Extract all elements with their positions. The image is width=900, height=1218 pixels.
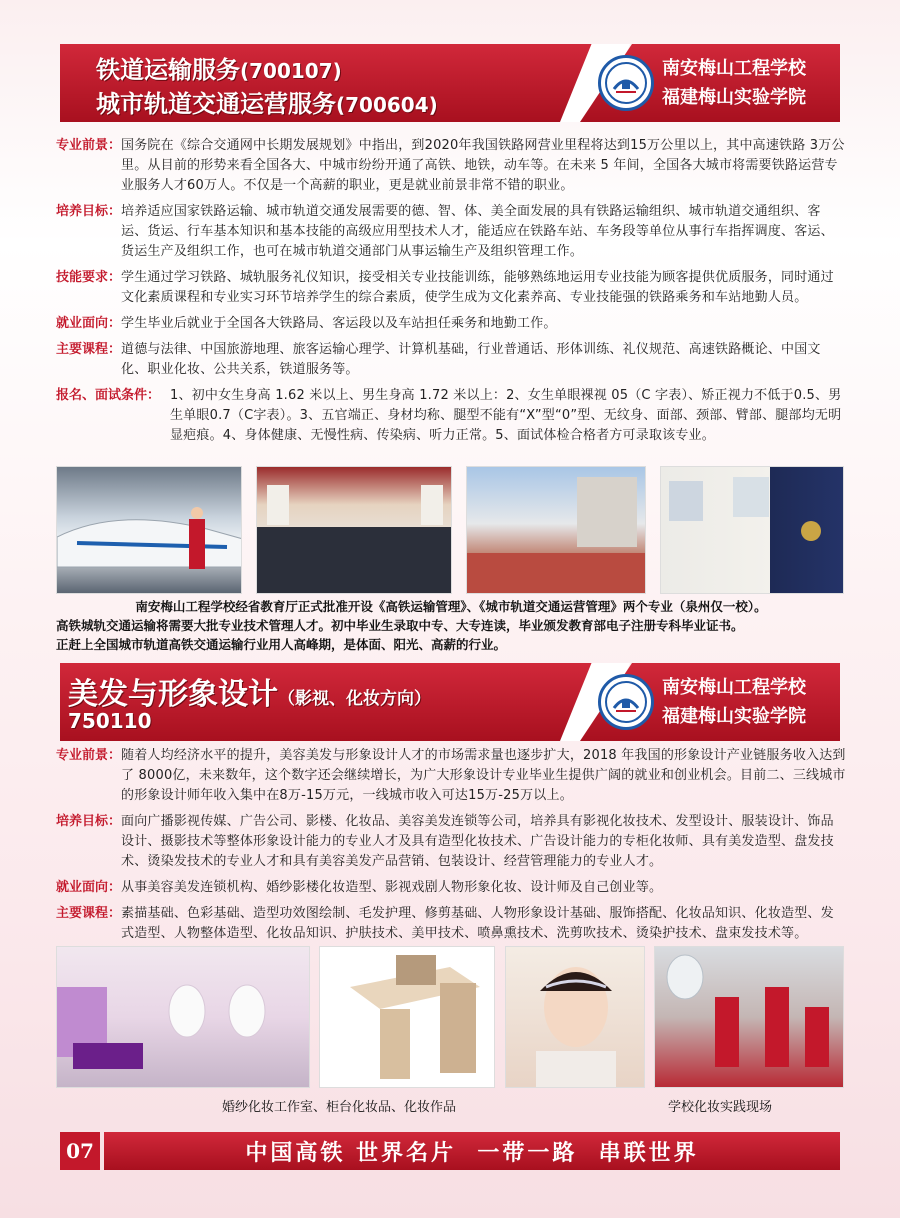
section2-banner <box>60 663 840 741</box>
section2-row-goal <box>56 812 846 872</box>
row-label: 专业前景： <box>56 138 122 153</box>
section2-body <box>56 746 846 950</box>
makeup-practice-photo <box>654 946 844 1088</box>
section2-photos <box>56 946 844 1088</box>
row-label: 专业前景： <box>56 748 122 763</box>
row-label: 主要课程： <box>56 342 122 357</box>
section2-caption-right: 学校化妆实践现场 <box>668 1100 773 1115</box>
makeup-work-photo <box>505 946 645 1088</box>
school-logo-icon <box>598 674 654 730</box>
section2-caption-left: 婚纱化妆工作室、柜台化妆品、化妆作品 <box>222 1100 457 1115</box>
section1-banner <box>60 44 840 122</box>
makeup-studio-photo <box>56 946 310 1088</box>
row-label: 就业面向： <box>56 316 122 331</box>
section1-row-skills <box>56 268 846 308</box>
section1-title-line1: 铁道运输服务(700107) <box>96 56 342 84</box>
certificates-photo <box>660 466 844 594</box>
outdoor-training-photo <box>466 466 646 594</box>
caption-line: 南安梅山工程学校经省教育厅正式批准开设《高铁运输管理》、《城市轨道交通运营管理》两个专业（泉州仅一校）。 <box>135 599 767 614</box>
row-text: 随着人均经济水平的提升，美容美发与形象设计人才的市场需求量也逐步扩大，2018 年我国的形象设计产业链服务收入达到了 8000亿，未来数年，这个数字还会继续增长，为广大形象设计专业毕业生提供广阔的就业和创业机会。目前二、三线城市的形象设计师年收入集中在8万-15万元，一线城市收入可达15万-25万以上。 <box>121 748 846 803</box>
row-text: 学生通过学习铁路、城轨服务礼仪知识，接受相关专业技能训练，能够熟练地运用专业技能为顾客提供优质服务，同时通过文化素质课程和专业实习环节培养学生的综合素质，使学生成为文化素养高、专业技能强的铁路乘务和车站地勤人员。 <box>121 270 834 305</box>
row-label: 报名、面试条件： <box>56 388 161 403</box>
row-label: 培养目标： <box>56 204 122 219</box>
row-text: 培养适应国家铁路运输、城市轨道交通发展需要的德、智、体、美全面发展的具有铁路运输组织、城市轨道交通组织、客运、货运、行车基本知识和基本技能的高级应用型技术人才，能适应在铁路车站、车务段等单位从事行车指挥调度、客运、货运生产及组织工作，也可在城市轨道交通部门从事运输生产及组织管理工作。 <box>121 204 834 259</box>
school-names: 南安梅山工程学校 福建梅山实验学院 <box>662 58 806 108</box>
vanity-cabinet-photo <box>319 946 495 1088</box>
section1-title-line2: 城市轨道交通运营服务(700604) <box>96 90 438 118</box>
section2-row-prospect <box>56 746 846 806</box>
row-label: 主要课程： <box>56 906 122 921</box>
section2-row-courses <box>56 904 846 944</box>
high-speed-train-photo <box>56 466 242 594</box>
footer-slogan-text: 中国高铁 世界名片 一带一路 串联世界 <box>245 1140 699 1166</box>
section1-row-goal <box>56 202 846 262</box>
row-label: 就业面向： <box>56 880 122 895</box>
school-names: 南安梅山工程学校 福建梅山实验学院 <box>662 677 806 727</box>
caption-line: 正赶上全国城市轨道高铁交通运输行业用人高峰期，是体面、阳光、高薪的行业。 <box>56 637 507 652</box>
row-label: 培养目标： <box>56 814 122 829</box>
section1-photos <box>56 466 844 594</box>
section1-row-courses <box>56 340 846 380</box>
caption-line: 高铁城轨交通运输将需要大批专业技术管理人才。初中毕业生录取中专、大专连读，毕业颁发教育部电子注册专科毕业证书。 <box>56 618 744 633</box>
row-text: 1、初中女生身高 1.62 米以上、男生身高 1.72 米以上：2、女生单眼裸视 05（C 字表）、矫正视力不低于0.5、男生单眼0.7（C字表）。3、五官端正、身材均称、腿型不能有“X”型“0”型、无纹身、面部、颈部、臂部、腿部均无明显疤痕。4、身体健康、无慢性病、传染病、听力正常。5、面试体检合格者方可录取该专业。 <box>170 388 842 443</box>
row-text: 学生毕业后就业于全国各大铁路局、客运段以及车站担任乘务和地勤工作。 <box>121 316 557 331</box>
page-number: 07 <box>60 1132 100 1170</box>
footer-slogan <box>104 1132 840 1170</box>
section1-body <box>56 136 846 452</box>
row-label: 技能要求： <box>56 270 122 285</box>
section2-title: 美发与形象设计（影视、化妆方向） <box>68 677 431 712</box>
section1-caption <box>56 597 846 654</box>
section1-row-requirements <box>56 386 846 446</box>
section1-row-prospect <box>56 136 846 196</box>
row-text: 素描基础、色彩基础、造型功效图绘制、毛发护理、修剪基础、人物形象设计基础、服饰搭配、化妆品知识、化妆造型、发式造型、人物整体造型、化妆品知识、护肤技术、美甲技术、喷鼻熏技术、洗剪吹技术、烫染护技术、盘束发技术等。 <box>121 906 834 941</box>
graduation-group-photo <box>256 466 452 594</box>
section2-row-employment <box>56 878 846 898</box>
school-logo-icon <box>598 55 654 111</box>
row-text: 国务院在《综合交通网中长期发展规划》中指出，到2020年我国铁路网营业里程将达到15万公里以上，其中高速铁路 3万公里。从目前的形势来看全国各大、中城市纷纷开通了高铁、地铁，动车等。在未来 5 年间，全国各大城市将需要铁路运营专业服务人才60万人。不仅是一个高薪的职业，更是就业前景非常不错的职业。 <box>121 138 845 193</box>
row-text: 面向广播影视传媒、广告公司、影楼、化妆品、美容美发连锁等公司，培养具有影视化妆技术、发型设计、服装设计、饰品设计、摄影技术等整体形象设计能力的专业人才及具有造型化妆技术、广告设计能力的专柜化妆师、具有美发造型、盘发技术、烫染发技术的专业人才和具有美容美发产品营销、包装设计、经营管理能力的专业人才。 <box>121 814 834 869</box>
row-text: 从事美容美发连锁机构、婚纱影楼化妆造型、影视戏剧人物形象化妆、设计师及自己创业等。 <box>121 880 663 895</box>
section2-code: 750110 <box>68 709 152 733</box>
row-text: 道德与法律、中国旅游地理、旅客运输心理学、计算机基础，行业普通话、形体训练、礼仪规范、高速铁路概论、中国文化、职业化妆、公共关系，铁道服务等。 <box>121 342 821 377</box>
section1-row-employment <box>56 314 846 334</box>
